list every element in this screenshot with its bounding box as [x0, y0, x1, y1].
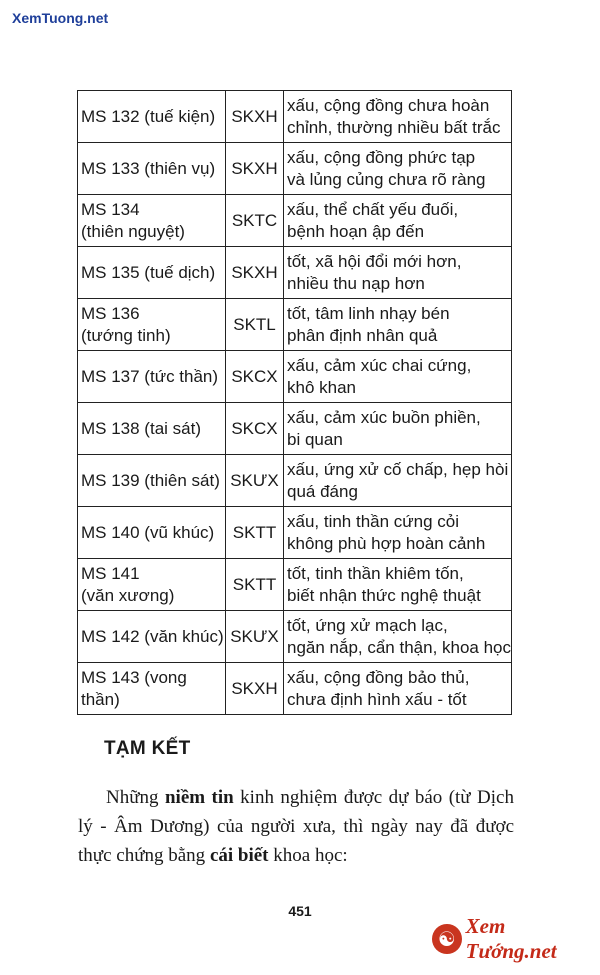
table-row [78, 403, 512, 455]
row-name-cell: MS 134 (thiên nguyệt) [78, 195, 226, 247]
table-row [78, 247, 512, 299]
row-desc-cell: xấu, tinh thần cứng cỏi không phù hợp hoàn cảnh [284, 507, 512, 559]
paragraph-text-1: Những [106, 787, 165, 808]
table-row [78, 91, 512, 143]
row-code-cell: SKXH [226, 143, 284, 195]
row-code-cell: SKƯX [226, 611, 284, 663]
row-code-cell: SKXH [226, 247, 284, 299]
row-code-cell: SKTC [226, 195, 284, 247]
table-row [78, 559, 512, 611]
row-name-cell: MS 139 (thiên sát) [78, 455, 226, 507]
row-code-cell: SKTL [226, 299, 284, 351]
page-number: 451 [288, 903, 312, 919]
table-row [78, 351, 512, 403]
row-name-cell: MS 140 (vũ khúc) [78, 507, 226, 559]
row-desc-cell: tốt, tinh thần khiêm tốn, biết nhận thức nghệ thuật [284, 559, 512, 611]
paragraph-text-2: kinh nghiệm được dự báo (từ Dịch lý - Âm Dương) của người xưa, thì ngày nay đã được thực chứng bằng [78, 787, 514, 866]
row-name-cell: MS 132 (tuế kiện) [78, 91, 226, 143]
yin-yang-icon: ☯ [432, 924, 462, 954]
table-row [78, 507, 512, 559]
site-logo[interactable] [432, 914, 600, 963]
row-desc-cell: xấu, cảm xúc buồn phiền, bi quan [284, 403, 512, 455]
row-name-cell: MS 133 (thiên vụ) [78, 143, 226, 195]
table-row [78, 455, 512, 507]
paragraph-bold-2: cái biết [209, 845, 269, 866]
row-desc-cell: xấu, cộng đồng bảo thủ, chưa định hình xấu - tốt [284, 663, 512, 715]
row-desc-cell: xấu, cộng đồng phức tạp và lủng củng chưa rõ ràng [284, 143, 512, 195]
row-desc-cell: tốt, tâm linh nhạy bén phân định nhân quả [284, 299, 512, 351]
row-desc-cell: xấu, cảm xúc chai cứng, khô khan [284, 351, 512, 403]
row-name-cell: MS 143 (vong thần) [78, 663, 226, 715]
table-row [78, 143, 512, 195]
row-code-cell: SKXH [226, 663, 284, 715]
row-code-cell: SKƯX [226, 455, 284, 507]
row-code-cell: SKCX [226, 351, 284, 403]
row-name-cell: MS 142 (văn khúc) [78, 611, 226, 663]
table-row [78, 663, 512, 715]
row-code-cell: SKCX [226, 403, 284, 455]
table-row [78, 195, 512, 247]
star-table-body [78, 91, 512, 715]
row-name-cell: MS 137 (tức thần) [78, 351, 226, 403]
row-code-cell: SKXH [226, 91, 284, 143]
table-row [78, 611, 512, 663]
row-name-cell: MS 141 (văn xương) [78, 559, 226, 611]
row-desc-cell: tốt, xã hội đổi mới hơn, nhiều thu nạp hơn [284, 247, 512, 299]
site-watermark[interactable]: XemTuong.net [12, 10, 109, 26]
row-code-cell: SKTT [226, 559, 284, 611]
row-desc-cell: xấu, cộng đồng chưa hoàn chỉnh, thường nhiều bất trắc [284, 91, 512, 143]
row-code-cell: SKTT [226, 507, 284, 559]
star-table [77, 90, 512, 715]
logo-text: Xem Tướng.net [465, 914, 557, 963]
row-desc-cell: xấu, ứng xử cố chấp, hẹp hòi quá đáng [284, 455, 512, 507]
row-desc-cell: tốt, ứng xử mạch lạc, ngăn nắp, cẩn thận, khoa học [284, 611, 512, 663]
row-name-cell: MS 136 (tướng tinh) [78, 299, 226, 351]
conclusion-paragraph [78, 783, 514, 870]
row-name-cell: MS 135 (tuế dịch) [78, 247, 226, 299]
paragraph-bold-1: niềm tin [164, 787, 234, 808]
row-name-cell: MS 138 (tai sát) [78, 403, 226, 455]
row-desc-cell: xấu, thể chất yếu đuối, bệnh hoạn ập đến [284, 195, 512, 247]
section-title: TẠM KẾT [104, 738, 191, 759]
table-row [78, 299, 512, 351]
paragraph-text-3: khoa học: [268, 845, 348, 866]
